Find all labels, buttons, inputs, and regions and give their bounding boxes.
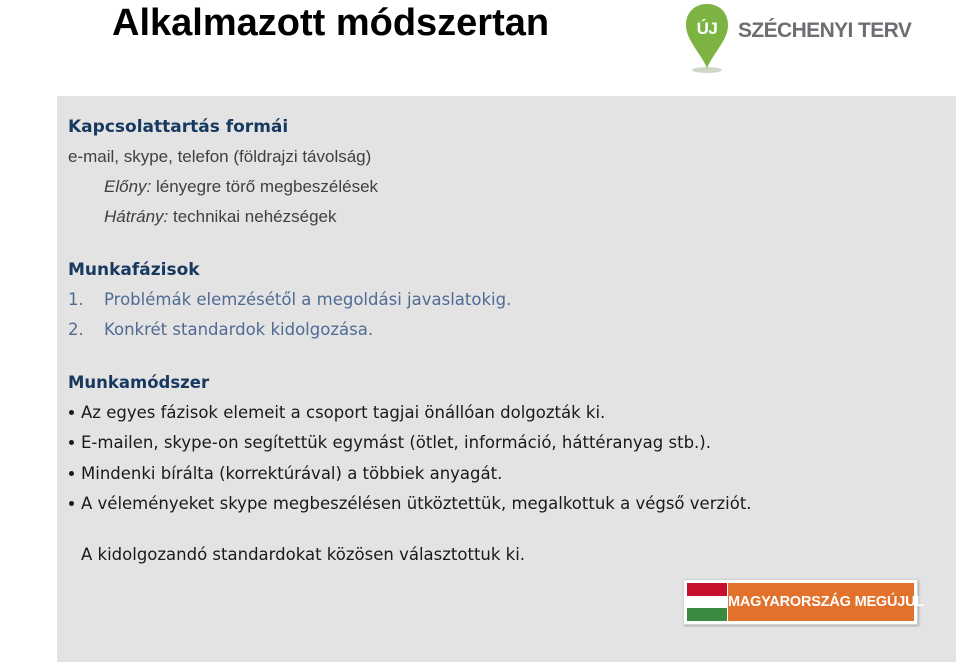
logo-pin-label: ÚJ	[696, 19, 718, 38]
method-bullet-4: A véleményeket skype megbeszélésen ütköztettük, megalkottuk a végső verziót.	[81, 494, 752, 513]
bullet-icon	[69, 440, 74, 445]
method-bullet-1: Az egyes fázisok elemeit a csoport tagjai önállóan dolgozták ki.	[81, 403, 606, 422]
bullet-icon	[69, 410, 74, 415]
disadvantage-line	[104, 206, 336, 228]
bullet-icon	[69, 501, 74, 506]
phase-item-2: Konkrét standardok kidolgozása.	[104, 320, 374, 339]
advantage-label: Előny:	[104, 177, 152, 196]
magyarorszag-megujul-badge	[683, 579, 925, 625]
advantage-text: lényegre törő megbeszélések	[151, 177, 379, 196]
section-heading-method: Munkamódszer	[68, 373, 210, 392]
page-title: Alkalmazott módszertan	[112, 2, 550, 44]
phase-number-2: 2.	[68, 320, 84, 339]
bullet-icon	[69, 471, 74, 476]
disadvantage-text: technikai nehézségek	[168, 207, 337, 226]
phase-number-1: 1.	[68, 290, 84, 309]
disadvantage-label: Hátrány:	[104, 207, 169, 226]
hungarian-flag-icon	[687, 583, 727, 621]
logo-text: SZÉCHENYI TERV	[738, 19, 912, 42]
method-closing: A kidolgozandó standardokat közösen választottuk ki.	[81, 545, 526, 564]
section-heading-contact: Kapcsolattartás formái	[68, 117, 289, 137]
section-heading-phases: Munkafázisok	[68, 260, 200, 280]
method-bullet-3: Mindenki bírálta (korrektúrával) a többiek anyagát.	[81, 464, 503, 483]
method-bullet-2: E-mailen, skype-on segítettük egymást (ötlet, információ, háttéranyag stb.).	[81, 433, 711, 452]
phase-item-1: Problémák elemzésétől a megoldási javaslatokig.	[104, 290, 512, 309]
uj-szechenyi-terv-logo	[682, 2, 927, 80]
advantage-line	[104, 176, 378, 198]
contact-forms-line: e-mail, skype, telefon (földrajzi távolság)	[68, 147, 372, 166]
badge-label: MAGYARORSZÁG MEGÚJUL	[728, 583, 914, 621]
